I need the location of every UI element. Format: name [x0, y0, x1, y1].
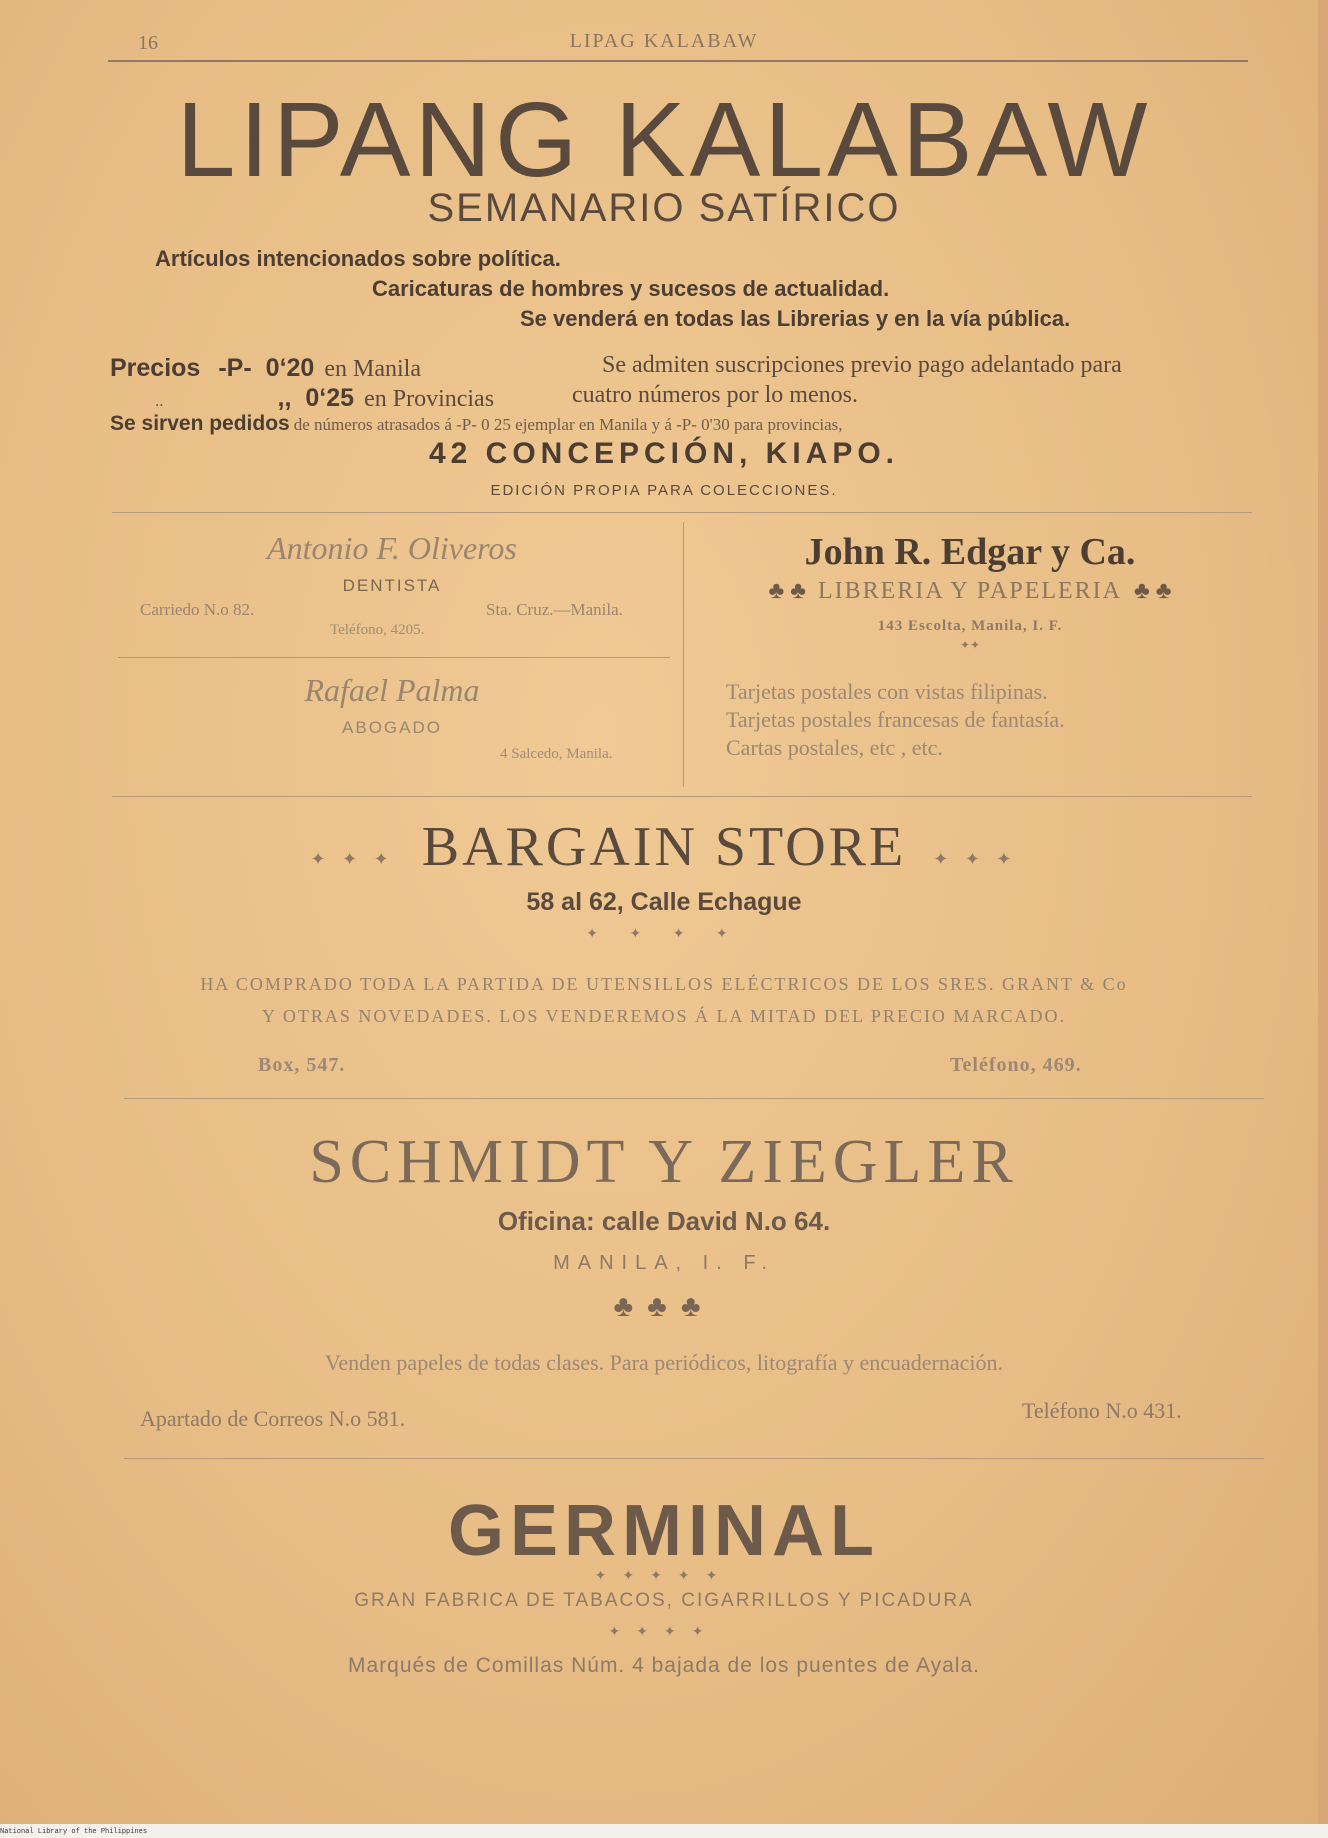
palma-address: 4 Salcedo, Manila.: [500, 746, 613, 762]
schmidt-title: SCHMIDT Y ZIEGLER: [309, 1128, 1019, 1196]
manila-price: 0‘20: [265, 354, 315, 382]
edgar-item: Cartas postales, etc , etc.: [726, 735, 943, 760]
clover-ornament-icon: ♣♣♣: [613, 1290, 715, 1323]
province-label: en Provincias: [364, 386, 495, 412]
masthead-title: LIPANG KALABAW: [176, 81, 1152, 199]
publisher-address: 42 CONCEPCIÓN, KIAPO.: [428, 437, 900, 470]
germinal-line: GRAN FABRICA DE TABACOS, CIGARRILLOS Y PICADURA: [354, 1590, 974, 1611]
germinal-address: Marqués de Comillas Núm. 4 bajada de los puentes de Ayala.: [348, 1654, 980, 1677]
edgar-ornament-icon: ✦✦: [959, 638, 981, 652]
clover-ornament-icon: ♣ ♣: [768, 578, 806, 604]
schmidt-office: Oficina: calle David N.o 64.: [497, 1206, 831, 1236]
asterism-icon: ✦ ✦ ✦ ✦: [586, 927, 742, 942]
schmidt-phone: Teléfono N.o 431.: [1022, 1398, 1182, 1423]
masthead-rule: [112, 512, 1252, 513]
edgar-items: [726, 678, 1065, 762]
subscription-note-2: cuatro números por lo menos.: [572, 382, 858, 408]
column-divider: [683, 522, 684, 787]
masthead-line-1: Artículos intencionados sobre política.: [155, 246, 561, 271]
bargain-store-row: [0, 815, 1328, 879]
edgar-item: Tarjetas postales con vistas filipinas.: [726, 679, 1048, 704]
asterism-icon: ✦✦✦✦✦: [594, 1569, 734, 1584]
header-rule: [108, 60, 1248, 62]
masthead-subtitle: SEMANARIO SATÍRICO: [427, 186, 901, 230]
palma-name: Rafael Palma: [304, 672, 480, 708]
subscription-note-1: Se admiten suscripciones previo pago adelantado para: [602, 352, 1122, 378]
bargain-box: Box, 547.: [258, 1054, 346, 1076]
running-title: LIPAG KALABAW: [569, 30, 759, 52]
page-number: 16: [138, 32, 158, 54]
back-issues-bold: Se sirven pedidos: [110, 412, 290, 435]
bargain-text-2: Y OTRAS NOVEDADES. LOS VENDEREMOS Á LA MITAD DEL PRECIO MARCADO.: [262, 1006, 1066, 1026]
edgar-line-row: [690, 578, 1250, 605]
edition-note: EDICIÓN PROPIA PARA COLECCIONES.: [490, 482, 838, 499]
back-issues-rest: de números atrasados á -P- 0 25 ejemplar en Manila y á -P- 0'30 para provincias,: [293, 415, 843, 434]
schmidt-city: MANILA, I. F.: [553, 1252, 775, 1274]
bargain-address: 58 al 62, Calle Echague: [526, 888, 802, 916]
asterism-icon: ✦✦✦✦: [608, 1625, 720, 1640]
oliveros-address-right: Sta. Cruz.—Manila.: [486, 600, 623, 619]
section-rule: [124, 1098, 1264, 1099]
edgar-business: LIBRERIA Y PAPELERIA: [817, 578, 1123, 604]
province-price: 0‘25: [305, 384, 355, 412]
bargain-title: BARGAIN STORE: [421, 816, 907, 878]
currency-symbol: -P-: [218, 354, 252, 382]
prices-row-2: [155, 384, 494, 413]
palma-profession: ABOGADO: [342, 718, 442, 737]
masthead-line-2: Caricaturas de hombres y sucesos de actualidad.: [372, 276, 890, 301]
bargain-text-1: HA COMPRADO TODA LA PARTIDA DE UTENSILLOS ELÉCTRICOS DE LOS SRES. GRANT & Co: [200, 974, 1128, 994]
masthead-line-3: Se venderá en todas las Librerias y en la vía pública.: [520, 306, 1071, 331]
edgar-item: Tarjetas postales francesas de fantasía.: [726, 707, 1065, 732]
back-issues: [110, 412, 843, 436]
edgar-address: 143 Escolta, Manila, I. F.: [877, 618, 1063, 634]
scan-margin: [0, 1824, 1328, 1838]
section-rule: [112, 796, 1252, 797]
oliveros-address-left: Carriedo N.o 82.: [140, 600, 255, 619]
prices-row-1: [110, 354, 421, 383]
schmidt-box: Apartado de Correos N.o 581.: [140, 1406, 406, 1431]
oliveros-name: Antonio F. Oliveros: [267, 530, 517, 566]
asterism-icon: ✦ ✦ ✦: [933, 849, 1018, 869]
ditto-marks: ..: [155, 391, 164, 410]
manila-label: en Manila: [324, 356, 421, 382]
edgar-name: John R. Edgar y Ca.: [804, 531, 1136, 573]
page-edge: [1318, 0, 1328, 1838]
germinal-title: GERMINAL: [448, 1491, 880, 1571]
ditto: ,,: [277, 384, 292, 412]
bargain-phone: Teléfono, 469.: [950, 1054, 1082, 1076]
schmidt-text: Venden papeles de todas clases. Para periódicos, litografía y encuadernación.: [324, 1350, 1004, 1375]
clover-ornament-icon: ♣ ♣: [1134, 578, 1172, 604]
library-credit: National Library of the Philippines: [0, 1828, 148, 1836]
asterism-icon: ✦ ✦ ✦: [310, 849, 395, 869]
oliveros-profession: DENTISTA: [342, 576, 442, 595]
oliveros-phone: Teléfono, 4205.: [330, 622, 425, 638]
oliveros-rule: [118, 657, 670, 658]
prices-label: Precios: [110, 354, 201, 382]
section-rule: [124, 1458, 1264, 1459]
